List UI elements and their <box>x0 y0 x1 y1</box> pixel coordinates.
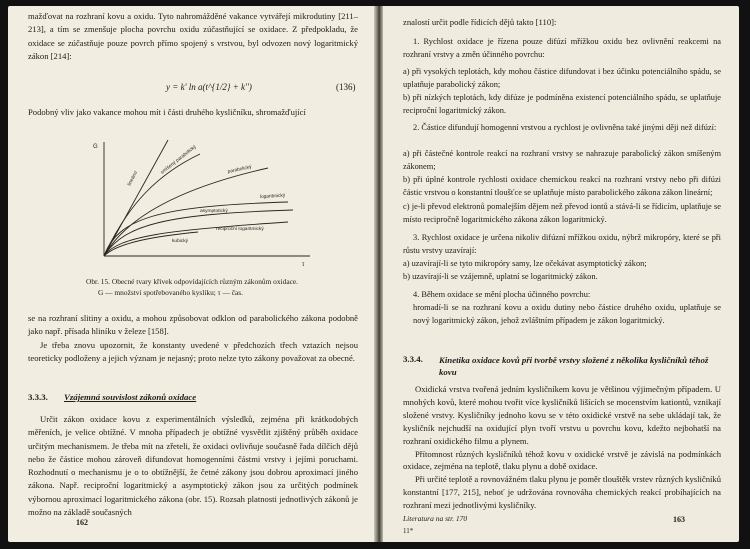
list-item: 4. Během oxidace se mění plocha účinného povrchu: <box>413 290 591 299</box>
left-page <box>8 6 374 542</box>
book-gutter <box>374 6 383 542</box>
curve-label: parabolický <box>227 165 253 175</box>
section-number: 3.3.3. <box>28 392 48 402</box>
section-title: Vzájemná souvislost zákonů oxidace <box>64 392 197 402</box>
curve-label: kubický <box>172 239 188 244</box>
paragraph: znalostí určit podle řídicích dějů takto [110]: <box>403 17 557 27</box>
list-item: 2. Částice difundují homogenní vrstvou a rychlost je ovlivněna také jinými ději než difúzí: <box>413 123 717 132</box>
right-page <box>383 6 739 542</box>
curve-label: asymptotický <box>200 209 228 214</box>
section-number: 3.3.4. <box>403 354 423 364</box>
page-number: 162 <box>76 518 88 527</box>
list-item: a) při částečné kontrole reakcí na rozhraní vrstvy se nahrazuje parabolický zákon smíšeným zákonem; <box>403 149 721 171</box>
list-item: a) při vysokých teplotách, kdy mohou částice difundovat i bez účinku potenciálního spádu, se uplatňuje parabolický zákon; <box>403 67 721 89</box>
paragraph: Určit zákon oxidace kovu z experimentálních výsledků, zejména při krátkodobých měřeních, je velice obtížné. V mnoha případech je obtížné vysvětlit zjištěný průběh oxidace určitým mechanismem. Je třeba mít na zřeteli, že oxidaci ovlivňuje současně řada dílčích dějů nebo že částice mohou zároveň difundovat homogenními částmi vrstvy i jejími poruchami. Rozhodnutí o mechanismu je o to obtížnější, že četné zákony jsou dobrou aproximací jiného zákona. Např. reciproční logaritmický a asymptotický zákon jsou za určitých podmínek výbornou aproximací logaritmického zákona (obr. 15). Rozsah platnosti jednotlivých zákonů je možno na základě současných <box>28 414 358 518</box>
signature-mark: 11* <box>403 527 414 535</box>
equation: y = k' ln a(t^{1/2} + k'') <box>166 82 252 92</box>
curve-label: reciproční logaritmický <box>216 227 264 232</box>
x-axis-label: τ <box>302 262 305 268</box>
footer-note: Literatura na str. 170 <box>403 514 468 523</box>
list-item: b) uzavírají-li se vzájemně, uplatní se logaritmický zákon. <box>403 272 598 281</box>
list-item: b) při úplné kontrole rychlosti oxidace chemickou reakcí na rozhraní vrstvy nebo při difúzi částic vrstvou o konstantní tloušťce se uplatňuje místo parabolického zákona zákon lineární; <box>403 175 721 197</box>
page-number: 163 <box>673 515 685 524</box>
y-axis-label: G <box>93 144 98 150</box>
curve-label: smíšený parabolický <box>160 144 198 176</box>
equation-number: (136) <box>336 82 356 92</box>
list-item: 3. Rychlost oxidace je určena nikoliv difúzní mřížkou oxidu, nýbrž mikropóry, které se při růstu vrstvy uzavírají: <box>403 233 721 255</box>
list-item: c) je-li převod elektronů pomalejším dějem než převod iontů a stává-li se řídicím, uplatňuje se místo recipročně logaritmického zákona zákon logaritmický. <box>403 202 721 224</box>
list-item: hromadí-li se na rozhraní kovu a oxidu dutiny nebo částice druhého oxidu, uplatňuje se nový logaritmický zákon, jehož zvláštním případem je zákon logaritmický. <box>413 303 721 325</box>
curve-label: lineární <box>127 170 140 187</box>
paragraph: Oxidická vrstva tvořená jedním kysličníkem kovu je většinou výjimečným případem. U mnohých kovů, které mohou tvořit více kysličníků lišících se mocenstvím kationtů, vznikají složené vrstvy. Kysličníky jednoho kovu se v této oxidické vrstvě na sebe ukládají tak, že kysličník nejchudší na oxidující plyn tvoří vrstvu u povrchu kovu, kdežto nejbohatší na rozhraní oxidického filmu a plynem. Přítomnost různých kysličníků téhož kovu v oxidické vrstvě je závislá na podmínkách oxidace, zejména na teplotě, tlaku plynu a době oxidace. Při určité teplotě a rovnovážném tlaku plynu je poměr tlouštěk vrstev různých kysličníků konstantní [177, 215], neboť je udržována rovnováha chemických reakcí probíhajících na rozhraní mezi jednotlivými kysličníky. <box>403 384 721 511</box>
figure-caption: Obr. 15. Obecné tvary křivek odpovídajících různým zákonům oxidace. G — množství spotřebovaného kyslíku; τ — čas. <box>86 277 299 297</box>
paragraph: Podobný vliv jako vakance mohou mít i části druhého kysličníku, shromažďující <box>28 107 306 117</box>
paragraph: mažďovat na rozhraní kovu a oxidu. Tyto nahromážděné vakance vytvářejí mikrodutiny [211–213], a tím se zmenšuje plocha povrchu oxidu zúčastňující se oxidace. Z předpokladu, že oxidace se zúčastňuje pouze povrch přímo spojený s vrstvou, byl odvozen nový logaritmický zákon [214]: <box>28 11 358 61</box>
list-item: a) uzavírají-li se tyto mikropóry samy, lze očekávat asymptotický zákon; <box>403 259 647 268</box>
curve-label: logaritmický <box>259 193 286 200</box>
list-item: b) při nízkých teplotách, kdy difúze je podmíněna existencí potenciálního spádu, se uplatňuje reciproční logaritmický zákon. <box>403 93 721 115</box>
oxidation-laws-figure <box>88 134 318 274</box>
section-title: Kinetika oxidace kovů při tvorbě vrstvy složené z několika kysličníků téhož kovu <box>439 355 709 377</box>
paragraph: se na rozhraní slitiny a oxidu, a mohou způsobovat odklon od parabolického zákona podobně jako např. přísada hliníku v železe [158]. Je třeba znovu upozornit, že konstanty uvedené v předchozích třech vztazích nejsou teoreticky podloženy a jejich význam je nejasný; proto nelze tyto zákony považovat za obecné. <box>28 313 358 363</box>
curve-asymptotic <box>104 210 293 256</box>
list-item: 1. Rychlost oxidace je řízena pouze difúzí mřížkou oxidu bez ovlivnění reakcemi na rozhraní vrstvy a změn účinného povrchu: <box>403 37 721 59</box>
